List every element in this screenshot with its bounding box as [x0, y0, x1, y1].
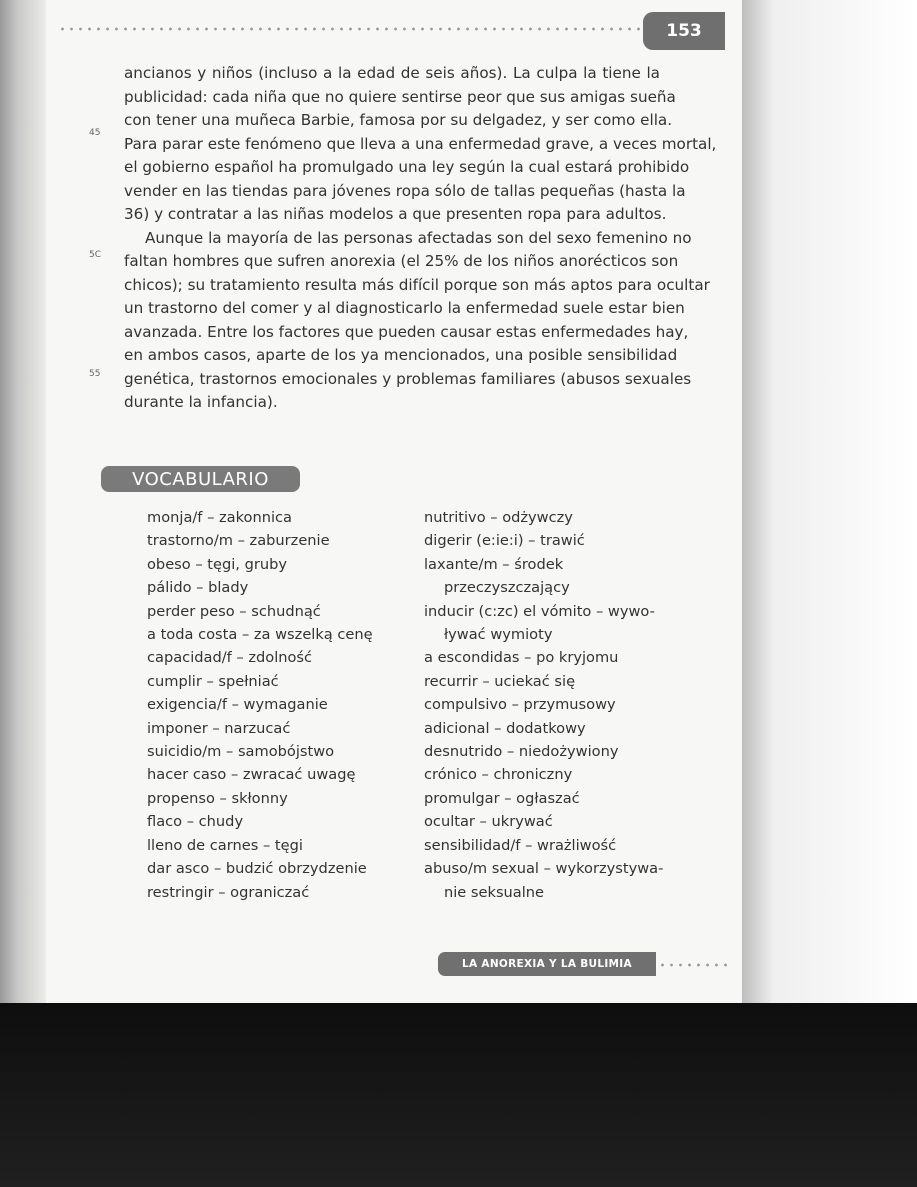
line-number: 5C	[89, 250, 102, 260]
vocab-item: dar asco – budzić obrzydzenie	[147, 860, 367, 878]
body-line: avanzada. Entre los factores que pueden causar estas enfermedades hay,	[124, 322, 689, 341]
vocab-item-continuation: przeczyszczający	[444, 579, 570, 597]
body-line: vender en las tiendas para jóvenes ropa sólo de tallas pequeñas (hasta la	[124, 181, 686, 200]
vocab-item: pálido – blady	[147, 579, 249, 597]
body-line: durante la infancia).	[124, 393, 278, 411]
body-line: un trastorno del comer y al diagnosticarlo la enfermedad suele estar bien	[124, 299, 685, 317]
body-line: chicos); su tratamiento resulta más difícil porque son más aptos para ocultar	[124, 275, 710, 294]
vocab-item: laxante/m – środek	[424, 555, 564, 573]
page-gutter-shadow	[0, 0, 46, 1003]
body-line: Para parar este fenómeno que lleva a una enfermedad grave, a veces mortal,	[124, 134, 717, 153]
vocab-item: sensibilidad/f – wrażliwość	[424, 836, 617, 854]
vocab-item-continuation: nie seksualne	[444, 883, 545, 901]
vocab-item: nutritivo – odżywczy	[424, 509, 573, 526]
vocab-item: inducir (c:zc) el vómito – wywo-	[424, 602, 655, 620]
body-line: en ambos casos, aparte de los ya mencionados, una posible sensibilidad	[124, 346, 678, 364]
body-line: ancianos y niños (incluso a la edad de seis años). La culpa la tiene la	[124, 64, 660, 82]
vocab-item: digerir (e:ie:i) – trawić	[424, 532, 585, 550]
body-line: Aunque la mayoría de las personas afectadas son del sexo femenino no	[145, 228, 692, 247]
body-line: faltan hombres que sufren anorexia (el 25% de los niños anorécticos son	[124, 252, 679, 270]
line-number: 45	[89, 128, 101, 138]
body-line: publicidad: cada niña que no quiere sentirse peor que sus amigas sueña	[124, 87, 676, 106]
footer-dotted-rule	[658, 963, 728, 967]
vocab-item: crónico – chroniczny	[424, 766, 573, 784]
vocab-item: abuso/m sexual – wykorzystywa-	[424, 860, 664, 878]
vocab-item: cumplir – spełniać	[147, 672, 279, 690]
vocab-item: propenso – skłonny	[147, 789, 288, 807]
vocab-item: monja/f – zakonnica	[147, 509, 293, 526]
vocab-item: recurrir – uciekać się	[424, 672, 576, 690]
vocab-item: exigencia/f – wymaganie	[147, 696, 328, 714]
page-number: 153	[643, 12, 725, 50]
vocab-item: perder peso – schudnąć	[147, 602, 321, 620]
vocab-item: desnutrido – niedożywiony	[424, 743, 619, 761]
vocab-item: adicional – dodatkowy	[424, 719, 586, 737]
section-title-tab: LA ANOREXIA Y LA BULIMIA	[438, 952, 656, 976]
vocab-item-continuation: ływać wymioty	[444, 626, 553, 644]
vocab-item: flaco – chudy	[147, 813, 244, 831]
vocab-item: a toda costa – za wszelką cenę	[147, 626, 373, 644]
vocabulary-heading: VOCABULARIO	[101, 466, 300, 492]
background-below-page	[0, 1003, 917, 1187]
vocab-item: suicidio/m – samobójstwo	[147, 743, 335, 761]
vocab-item: obeso – tęgi, gruby	[147, 555, 287, 573]
vocabulary-list-right	[424, 506, 663, 904]
body-line: el gobierno español ha promulgado una ley según la cual estará prohibido	[124, 158, 690, 176]
vocab-item: trastorno/m – zaburzenie	[147, 532, 330, 550]
body-text	[124, 62, 717, 415]
vocab-item: promulgar – ogłaszać	[424, 789, 580, 807]
vocab-item: capacidad/f – zdolność	[147, 649, 313, 667]
page-right-edge	[742, 0, 917, 1003]
vocab-item: imponer – narzucać	[147, 719, 291, 737]
body-line: genética, trastornos emocionales y problemas familiares (abusos sexuales	[124, 369, 692, 388]
body-line: con tener una muñeca Barbie, famosa por su delgadez, y ser como ella.	[124, 111, 673, 129]
vocabulary-list-left	[147, 506, 373, 904]
header-dotted-rule	[58, 27, 643, 31]
line-number: 55	[89, 369, 101, 379]
vocab-item: lleno de carnes – tęgi	[147, 836, 303, 854]
vocab-item: compulsivo – przymusowy	[424, 696, 616, 714]
vocab-item: a escondidas – po kryjomu	[424, 649, 619, 667]
body-line: 36) y contratar a las niñas modelos a que presenten ropa para adultos.	[124, 205, 667, 223]
vocab-item: hacer caso – zwracać uwagę	[147, 766, 356, 784]
vocab-item: ocultar – ukrywać	[424, 813, 553, 831]
vocab-item: restringir – ograniczać	[147, 883, 310, 901]
